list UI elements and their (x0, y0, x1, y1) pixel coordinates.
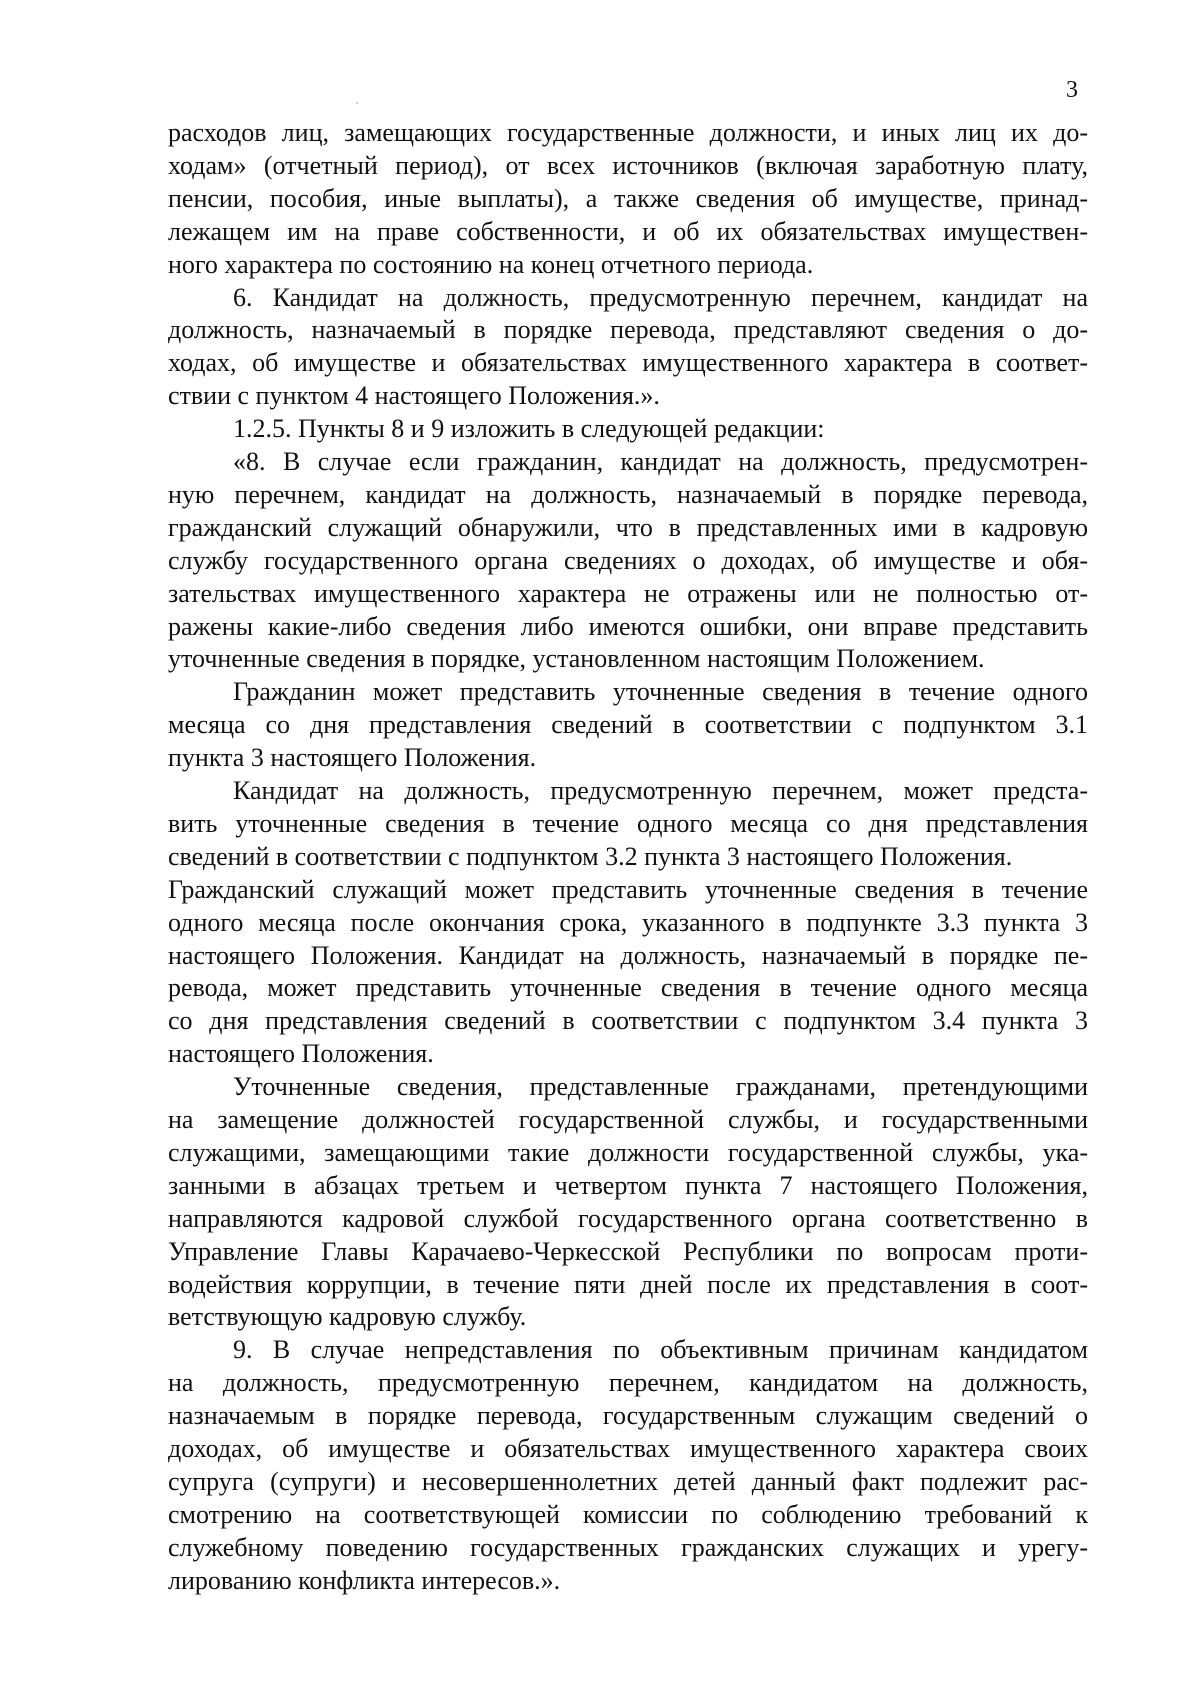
text-line: служебному поведению государственных гражданских служащих и урегу- (168, 1533, 1088, 1562)
text-line: 6. Кандидат на должность, предусмотренную перечнем, кандидат на (233, 283, 1088, 312)
text-line: расходов лиц, замещающих государственные должности, и иных лиц их до- (168, 118, 1088, 147)
text-line: ражены какие-либо сведения либо имеются ошибки, они вправе представить (168, 612, 1088, 641)
text-line: ствии с пунктом 4 настоящего Положения.». (168, 381, 660, 410)
text-line: зательствах имущественного характера не отражены или не полностью от- (168, 579, 1088, 608)
text-line: Уточненные сведения, представленные гражданами, претендующими (233, 1072, 1088, 1101)
text-line: «8. В случае если гражданин, кандидат на должность, предусмотрен- (233, 447, 1088, 476)
text-line: ную перечнем, кандидат на должность, назначаемый в порядке перевода, (168, 480, 1088, 509)
text-line: занными в абзацах третьем и четвертом пункта 7 настоящего Положения, (168, 1171, 1088, 1200)
text-line: гражданский служащий обнаружили, что в представленных ими в кадровую (168, 513, 1088, 542)
text-line: Гражданский служащий может представить уточненные сведения в течение (168, 875, 1088, 904)
text-line: пенсии, пособия, иные выплаты), а также сведения об имуществе, принад- (168, 184, 1088, 213)
text-line: Кандидат на должность, предусмотренную перечнем, может предста- (233, 776, 1088, 805)
text-line: 1.2.5. Пункты 8 и 9 изложить в следующей редакции: (233, 414, 825, 443)
text-line: вить уточненные сведения в течение одного месяца со дня представления (168, 809, 1088, 838)
text-line: ходах, об имуществе и обязательствах имущественного характера в соответ- (168, 348, 1088, 377)
text-line: лежащем им на праве собственности, и об их обязательствах имуществен- (168, 217, 1088, 246)
text-line: Гражданин может представить уточненные сведения в течение одного (233, 677, 1088, 706)
text-line: Управление Главы Карачаево-Черкесской Республики по вопросам проти- (168, 1237, 1088, 1266)
scan-speck (356, 102, 358, 104)
text-line: смотрению на соответствующей комиссии по соблюдению требований к (168, 1500, 1088, 1529)
text-line: уточненные сведения в порядке, установленном настоящим Положением. (168, 644, 985, 673)
text-line: сведений в соответствии с подпунктом 3.2 пункта 3 настоящего Положения. (168, 842, 1013, 871)
page-number: 3 (1066, 77, 1078, 103)
text-line: доходах, об имуществе и обязательствах имущественного характера своих (168, 1434, 1088, 1463)
text-line: направляются кадровой службой государственного органа соответственно в (168, 1204, 1088, 1233)
text-line: пункта 3 настоящего Положения. (168, 743, 537, 772)
text-line: со дня представления сведений в соответствии с подпунктом 3.4 пункта 3 (168, 1006, 1088, 1035)
text-line: супруга (супруги) и несовершеннолетних детей данный факт подлежит рас- (168, 1467, 1088, 1496)
text-line: водействия коррупции, в течение пяти дней после их представления в соот- (168, 1270, 1088, 1299)
text-line: ходам» (отчетный период), от всех источников (включая заработную плату, (168, 151, 1088, 180)
text-line: 9. В случае непредставления по объективным причинам кандидатом (233, 1335, 1088, 1364)
text-line: должность, назначаемый в порядке перевода, представляют сведения о до- (168, 315, 1088, 344)
text-line: назначаемым в порядке перевода, государственным служащим сведений о (168, 1401, 1088, 1430)
text-line: служащими, замещающими такие должности государственной службы, ука- (168, 1138, 1088, 1167)
text-line: ревода, может представить уточненные сведения в течение одного месяца (168, 973, 1088, 1002)
text-line: настоящего Положения. (168, 1039, 434, 1068)
text-line: настоящего Положения. Кандидат на должность, назначаемый в порядке пе- (168, 941, 1088, 970)
text-line: лированию конфликта интересов.». (168, 1566, 561, 1595)
text-line: одного месяца после окончания срока, указанного в подпункте 3.3 пункта 3 (168, 908, 1088, 937)
text-line: месяца со дня представления сведений в соответствии с подпунктом 3.1 (168, 710, 1088, 739)
text-line: ветствующую кадровую службу. (168, 1302, 527, 1331)
text-line: службу государственного органа сведениях о доходах, об имуществе и обя- (168, 546, 1088, 575)
text-line: на замещение должностей государственной службы, и государственными (168, 1105, 1088, 1134)
text-line: ного характера по состоянию на конец отчетного периода. (168, 250, 814, 279)
text-line: на должность, предусмотренную перечнем, кандидатом на должность, (168, 1368, 1088, 1397)
